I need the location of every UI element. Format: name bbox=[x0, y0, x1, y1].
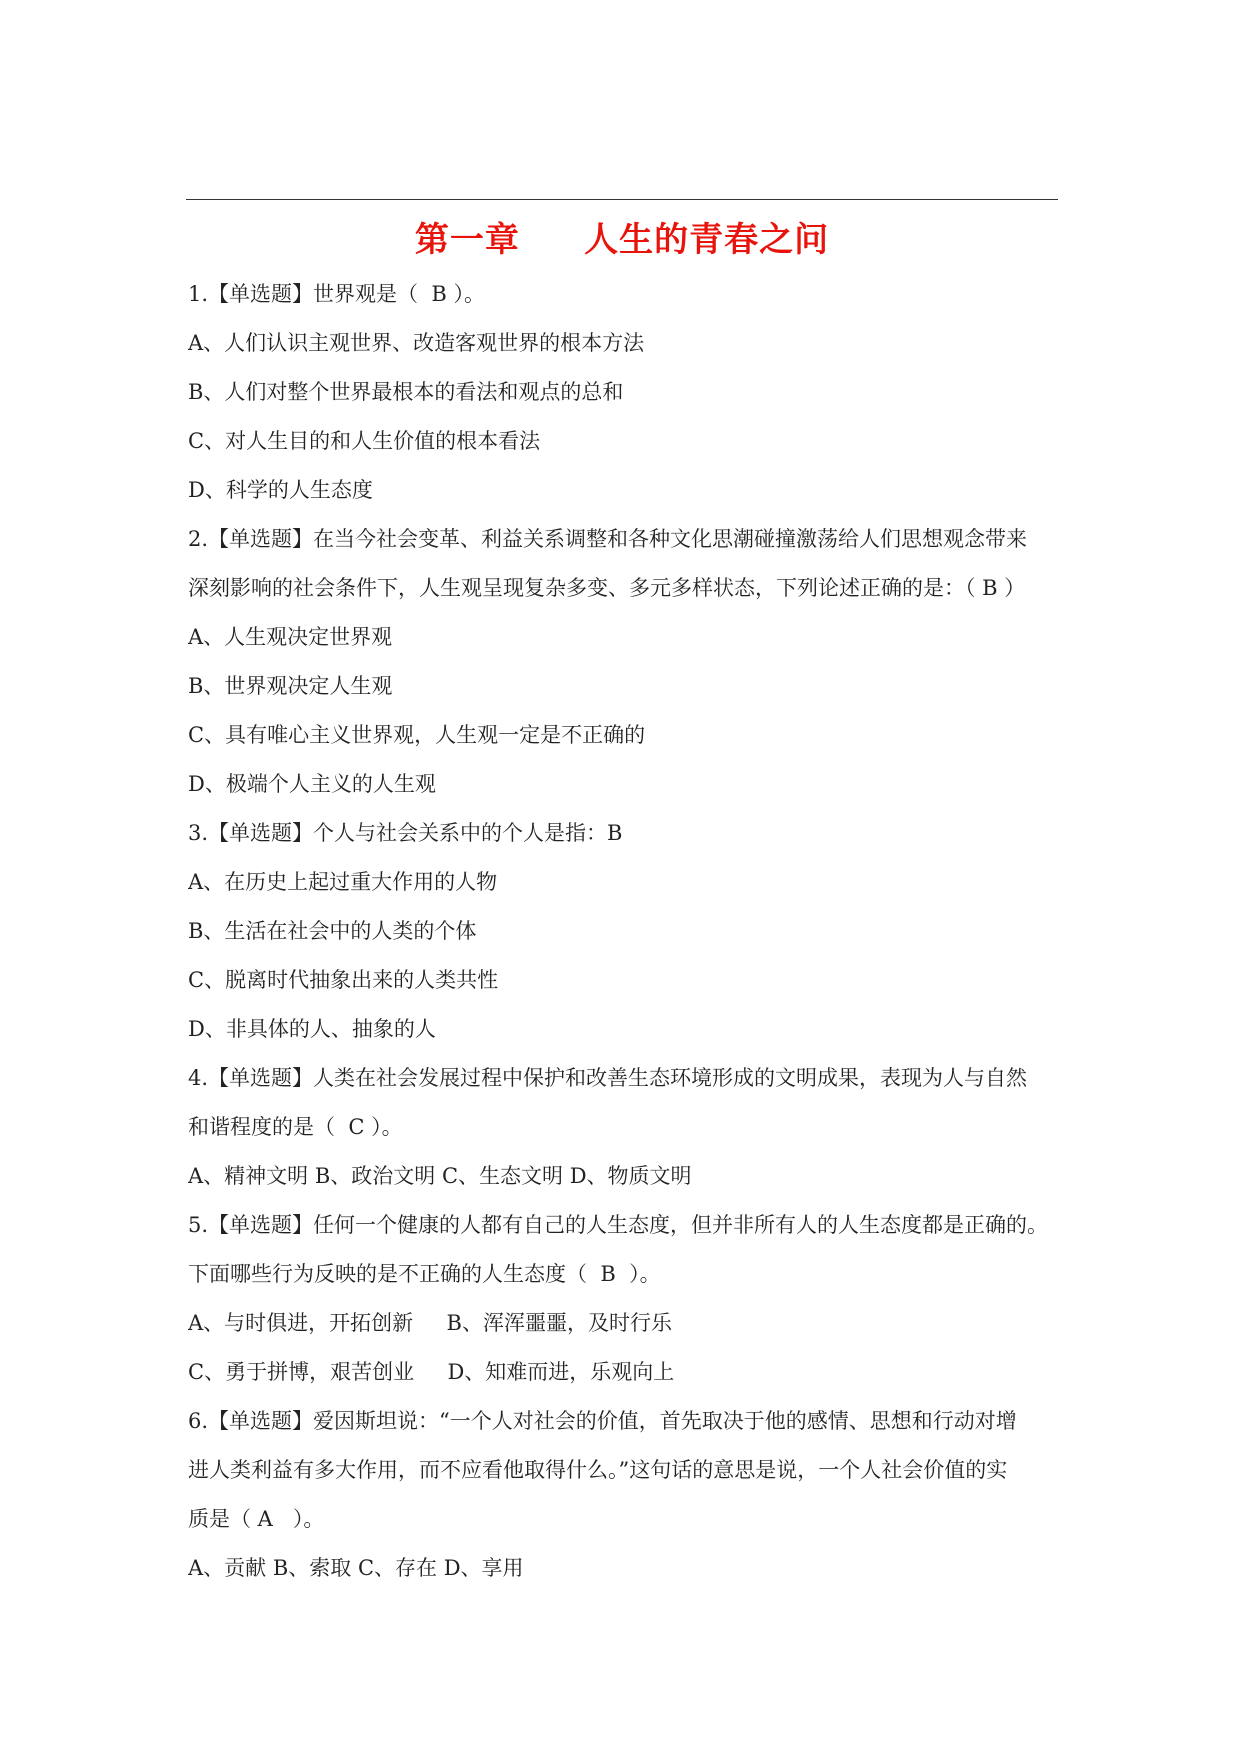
question-5-options-cd: C、勇于拼博，艰苦创业 D、知难而进，乐观向上 bbox=[188, 1360, 675, 1384]
question-5-options-ab: A、与时俱进，开拓创新 B、浑浑噩噩，及时行乐 bbox=[188, 1311, 672, 1335]
question-list bbox=[188, 270, 1068, 1593]
question-4-stem: 4.【单选题】人类在社会发展过程中保护和改善生态环境形成的文明成果，表现为人与自然 bbox=[188, 1066, 1028, 1090]
question-2-stem: 2.【单选题】在当今社会变革、利益关系调整和各种文化思潮碰撞激荡给人们思想观念带来 bbox=[188, 527, 1028, 551]
header-rule bbox=[186, 199, 1058, 200]
question-1-option-d: D、科学的人生态度 bbox=[188, 478, 373, 502]
question-3-option-b: B、生活在社会中的人类的个体 bbox=[188, 919, 477, 943]
question-2-stem-continued: 深刻影响的社会条件下，人生观呈现复杂多变、多元多样状态，下列论述正确的是：（ B ） bbox=[188, 576, 1026, 600]
question-2-option-d: D、极端个人主义的人生观 bbox=[188, 772, 436, 796]
chapter-title: 第一章 人生的青春之问 bbox=[414, 220, 830, 260]
question-2-option-a: A、人生观决定世界观 bbox=[188, 625, 393, 649]
question-1-stem: 1.【单选题】世界观是（ B ）。 bbox=[188, 282, 485, 306]
question-6-options: A、贡献 B、索取 C、存在 D、享用 bbox=[188, 1556, 524, 1580]
question-3-option-a: A、在历史上起过重大作用的人物 bbox=[188, 870, 498, 894]
question-1-option-c: C、对人生目的和人生价值的根本看法 bbox=[188, 429, 541, 453]
question-2-option-b: B、世界观决定人生观 bbox=[188, 674, 393, 698]
question-4-options: A、精神文明 B、政治文明 C、生态文明 D、物质文明 bbox=[188, 1164, 692, 1188]
question-5-stem: 5.【单选题】任何一个健康的人都有自己的人生态度，但并非所有人的人生态度都是正确的。 bbox=[188, 1213, 1049, 1237]
question-5-stem-continued: 下面哪些行为反映的是不正确的人生态度（ B ）。 bbox=[188, 1262, 661, 1286]
question-1-option-b: B、人们对整个世界最根本的看法和观点的总和 bbox=[188, 380, 624, 404]
question-2-option-c: C、具有唯心主义世界观，人生观一定是不正确的 bbox=[188, 723, 646, 747]
question-1-option-a: A、人们认识主观世界、改造客观世界的根本方法 bbox=[188, 331, 645, 355]
question-6-stem-continued: 进人类利益有多大作用，而不应看他取得什么。”这句话的意思是说，一个人社会价值的实 bbox=[188, 1458, 1008, 1482]
question-3-option-d: D、非具体的人、抽象的人 bbox=[188, 1017, 436, 1041]
question-4-stem-continued: 和谐程度的是（ C ）。 bbox=[188, 1115, 403, 1139]
question-3-option-c: C、脱离时代抽象出来的人类共性 bbox=[188, 968, 499, 992]
question-6-stem-end: 质是（ A ）。 bbox=[188, 1507, 325, 1531]
question-6-stem: 6.【单选题】爱因斯坦说：“一个人对社会的价值，首先取决于他的感情、思想和行动对增 bbox=[188, 1409, 1017, 1433]
question-3-stem: 3.【单选题】个人与社会关系中的个人是指：B bbox=[188, 821, 623, 845]
